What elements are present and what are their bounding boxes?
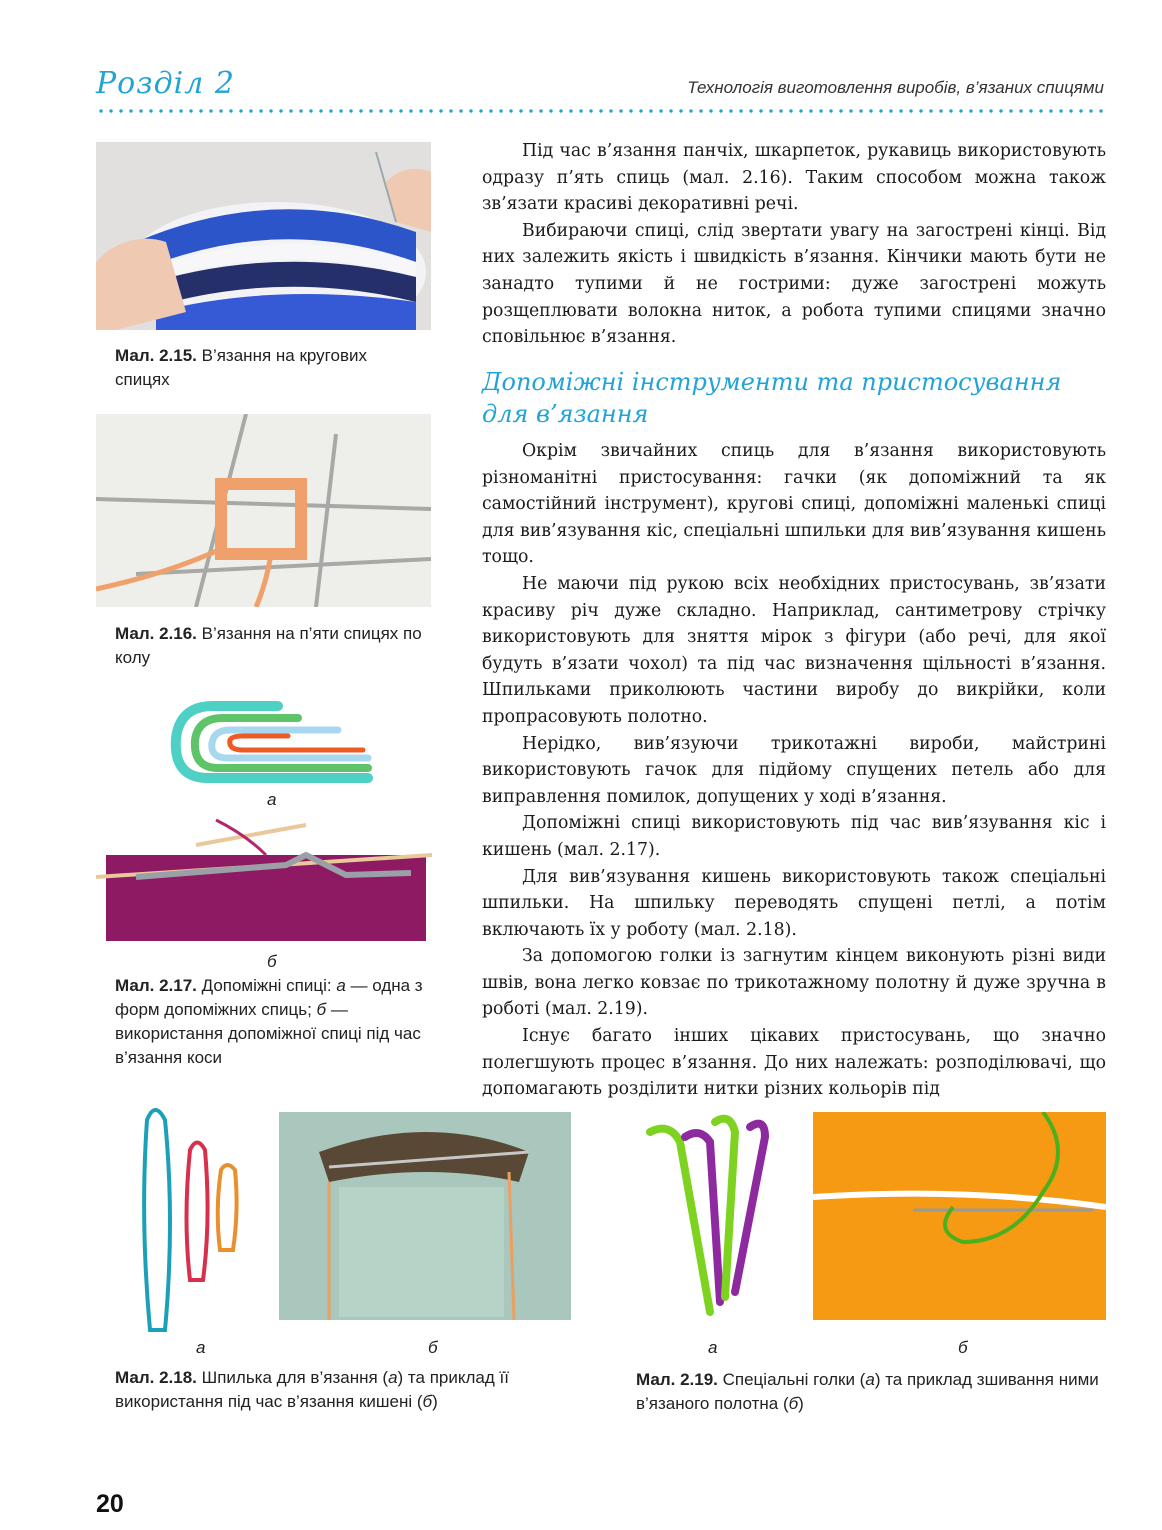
paragraph: Вибираючи спиці, слід звертати увагу на загострені кінці. Від них залежить якість і швидкість в’язання. Кінчики мають бути не занадто тупими й не гострими: дуже загострені можуть розщеплювати волокна ниток, а робота тупими спицями значно сповільнює в’язання.: [482, 220, 1106, 348]
running-title: Технологія виготовлення виробів, в’язаних спицями: [687, 78, 1104, 97]
figure-caption-2-16: [115, 622, 435, 670]
cable-needles-photo-b: [96, 815, 432, 941]
figure-letter-b: б: [958, 1338, 968, 1357]
caption-text: ): [432, 1392, 438, 1411]
paragraph: Не маючи під рукою всіх необхідних пристосувань, зв’язати красиву річ дуже складно. Наприклад, сантиметрову стрічку використовують для зняття мірок з фігури (або речі, для якої будуть в’язати чохол) та під час визначення щільності в’язання. Шпильками приколюють частини виробу до викрійки, коли пропрасовують полотно.: [482, 573, 1106, 727]
five-needles-photo: [96, 414, 431, 607]
paragraph: Допоміжні спиці використовують під час вив’язування кіс і кишень (мал. 2.17).: [482, 813, 1106, 860]
figure-caption-2-17: [115, 974, 437, 1070]
caption-text: В’язання на кругових спицях: [115, 346, 367, 389]
yarn-needles-photo-b: [813, 1112, 1106, 1320]
circular-knitting-photo: [96, 142, 431, 330]
cable-needles-photo-a: [168, 698, 378, 788]
figure-label: Мал. 2.18.: [115, 1368, 197, 1387]
caption-text: Допоміжні спиці:: [196, 976, 337, 995]
caption-letter: а: [865, 1370, 875, 1389]
figure-letter-a: а: [196, 1338, 206, 1357]
figure-caption-2-18: [115, 1366, 575, 1414]
paragraph: Нерідко, вив’язуючи трикотажні вироби, майстрині використовують гачок для підйому спущених петель або для виправлення помилок, допущених у ході в’язання.: [482, 733, 1106, 807]
figure-label: Мал. 2.17.: [115, 976, 197, 995]
figure-label: Мал. 2.16.: [115, 624, 197, 643]
caption-text: ) та приклад її використання під час в’язання кишені (: [115, 1368, 509, 1411]
section-heading: Допоміжні інструменти та пристосування для в’язання: [482, 368, 1062, 428]
caption-letter: б: [316, 1000, 327, 1019]
yarn-needles-photo-a: [640, 1112, 775, 1322]
caption-letter: б: [422, 1392, 433, 1411]
caption-text: Спеціальні голки (: [717, 1370, 866, 1389]
caption-text: ): [798, 1394, 804, 1413]
figure-label: Мал. 2.19.: [636, 1370, 718, 1389]
paragraph: Під час в’язання панчіх, шкарпеток, рукавиць використовують одразу п’ять спиць (мал. 2.16). Таким способом можна також зв’язати красиві декоративні речі.: [482, 141, 1106, 215]
body-text-top: [482, 138, 1106, 351]
figure-letter-a: а: [708, 1338, 718, 1357]
header-dotted-rule: [96, 108, 1106, 114]
figure-caption-2-19: [636, 1368, 1106, 1416]
figure-letter-b: б: [267, 952, 277, 971]
caption-text: — використання допоміжної спиці під час в’язання коси: [115, 1000, 421, 1067]
figure-letter-a: а: [267, 790, 277, 809]
caption-text: ) та приклад зшивання ними в’язаного полотна (: [636, 1370, 1099, 1413]
body-text-main: [482, 438, 1106, 1103]
chapter-title: Розділ 2: [96, 66, 235, 101]
figure-label: Мал. 2.15.: [115, 346, 197, 365]
caption-text: В’язання на п’яти спицях по колу: [115, 624, 422, 667]
paragraph: Існує багато інших цікавих пристосувань, що значно полегшують процес в’язання. До них належать: розподілювачі, що допомагають розділити нитки різних кольорів під: [482, 1026, 1106, 1100]
page-number: 20: [96, 1490, 124, 1518]
figure-caption-2-15: [115, 344, 415, 392]
caption-text: Шпилька для в’язання (: [196, 1368, 389, 1387]
knitting-pin-photo-a: [135, 1100, 255, 1340]
paragraph: Для вив’язування кишень використовують також спеціальні шпильки. На шпильку переводять спущені петлі, а потім включають їх у роботу (мал. 2.18).: [482, 866, 1106, 940]
caption-text: — одна з форм допоміжних спиць;: [115, 976, 423, 1019]
knitting-pin-photo-b: [279, 1112, 571, 1320]
caption-letter: а: [336, 976, 346, 995]
caption-letter: б: [788, 1394, 799, 1413]
paragraph: Окрім звичайних спиць для в’язання використовують різноманітні пристосування: гачки (як допоміжний та як самостійний інструмент), кругові спиці, допоміжні маленькі спиці для вив’язування кіс, спеціальні шпильки для вив’язування кишень тощо.: [482, 441, 1107, 568]
caption-letter: а: [388, 1368, 398, 1387]
paragraph: За допомогою голки із загнутим кінцем виконують різні види швів, вона легко ковзає по трикотажному полотну й дуже зручна в роботі (мал. 2.19).: [482, 946, 1106, 1020]
figure-letter-b: б: [428, 1338, 438, 1357]
